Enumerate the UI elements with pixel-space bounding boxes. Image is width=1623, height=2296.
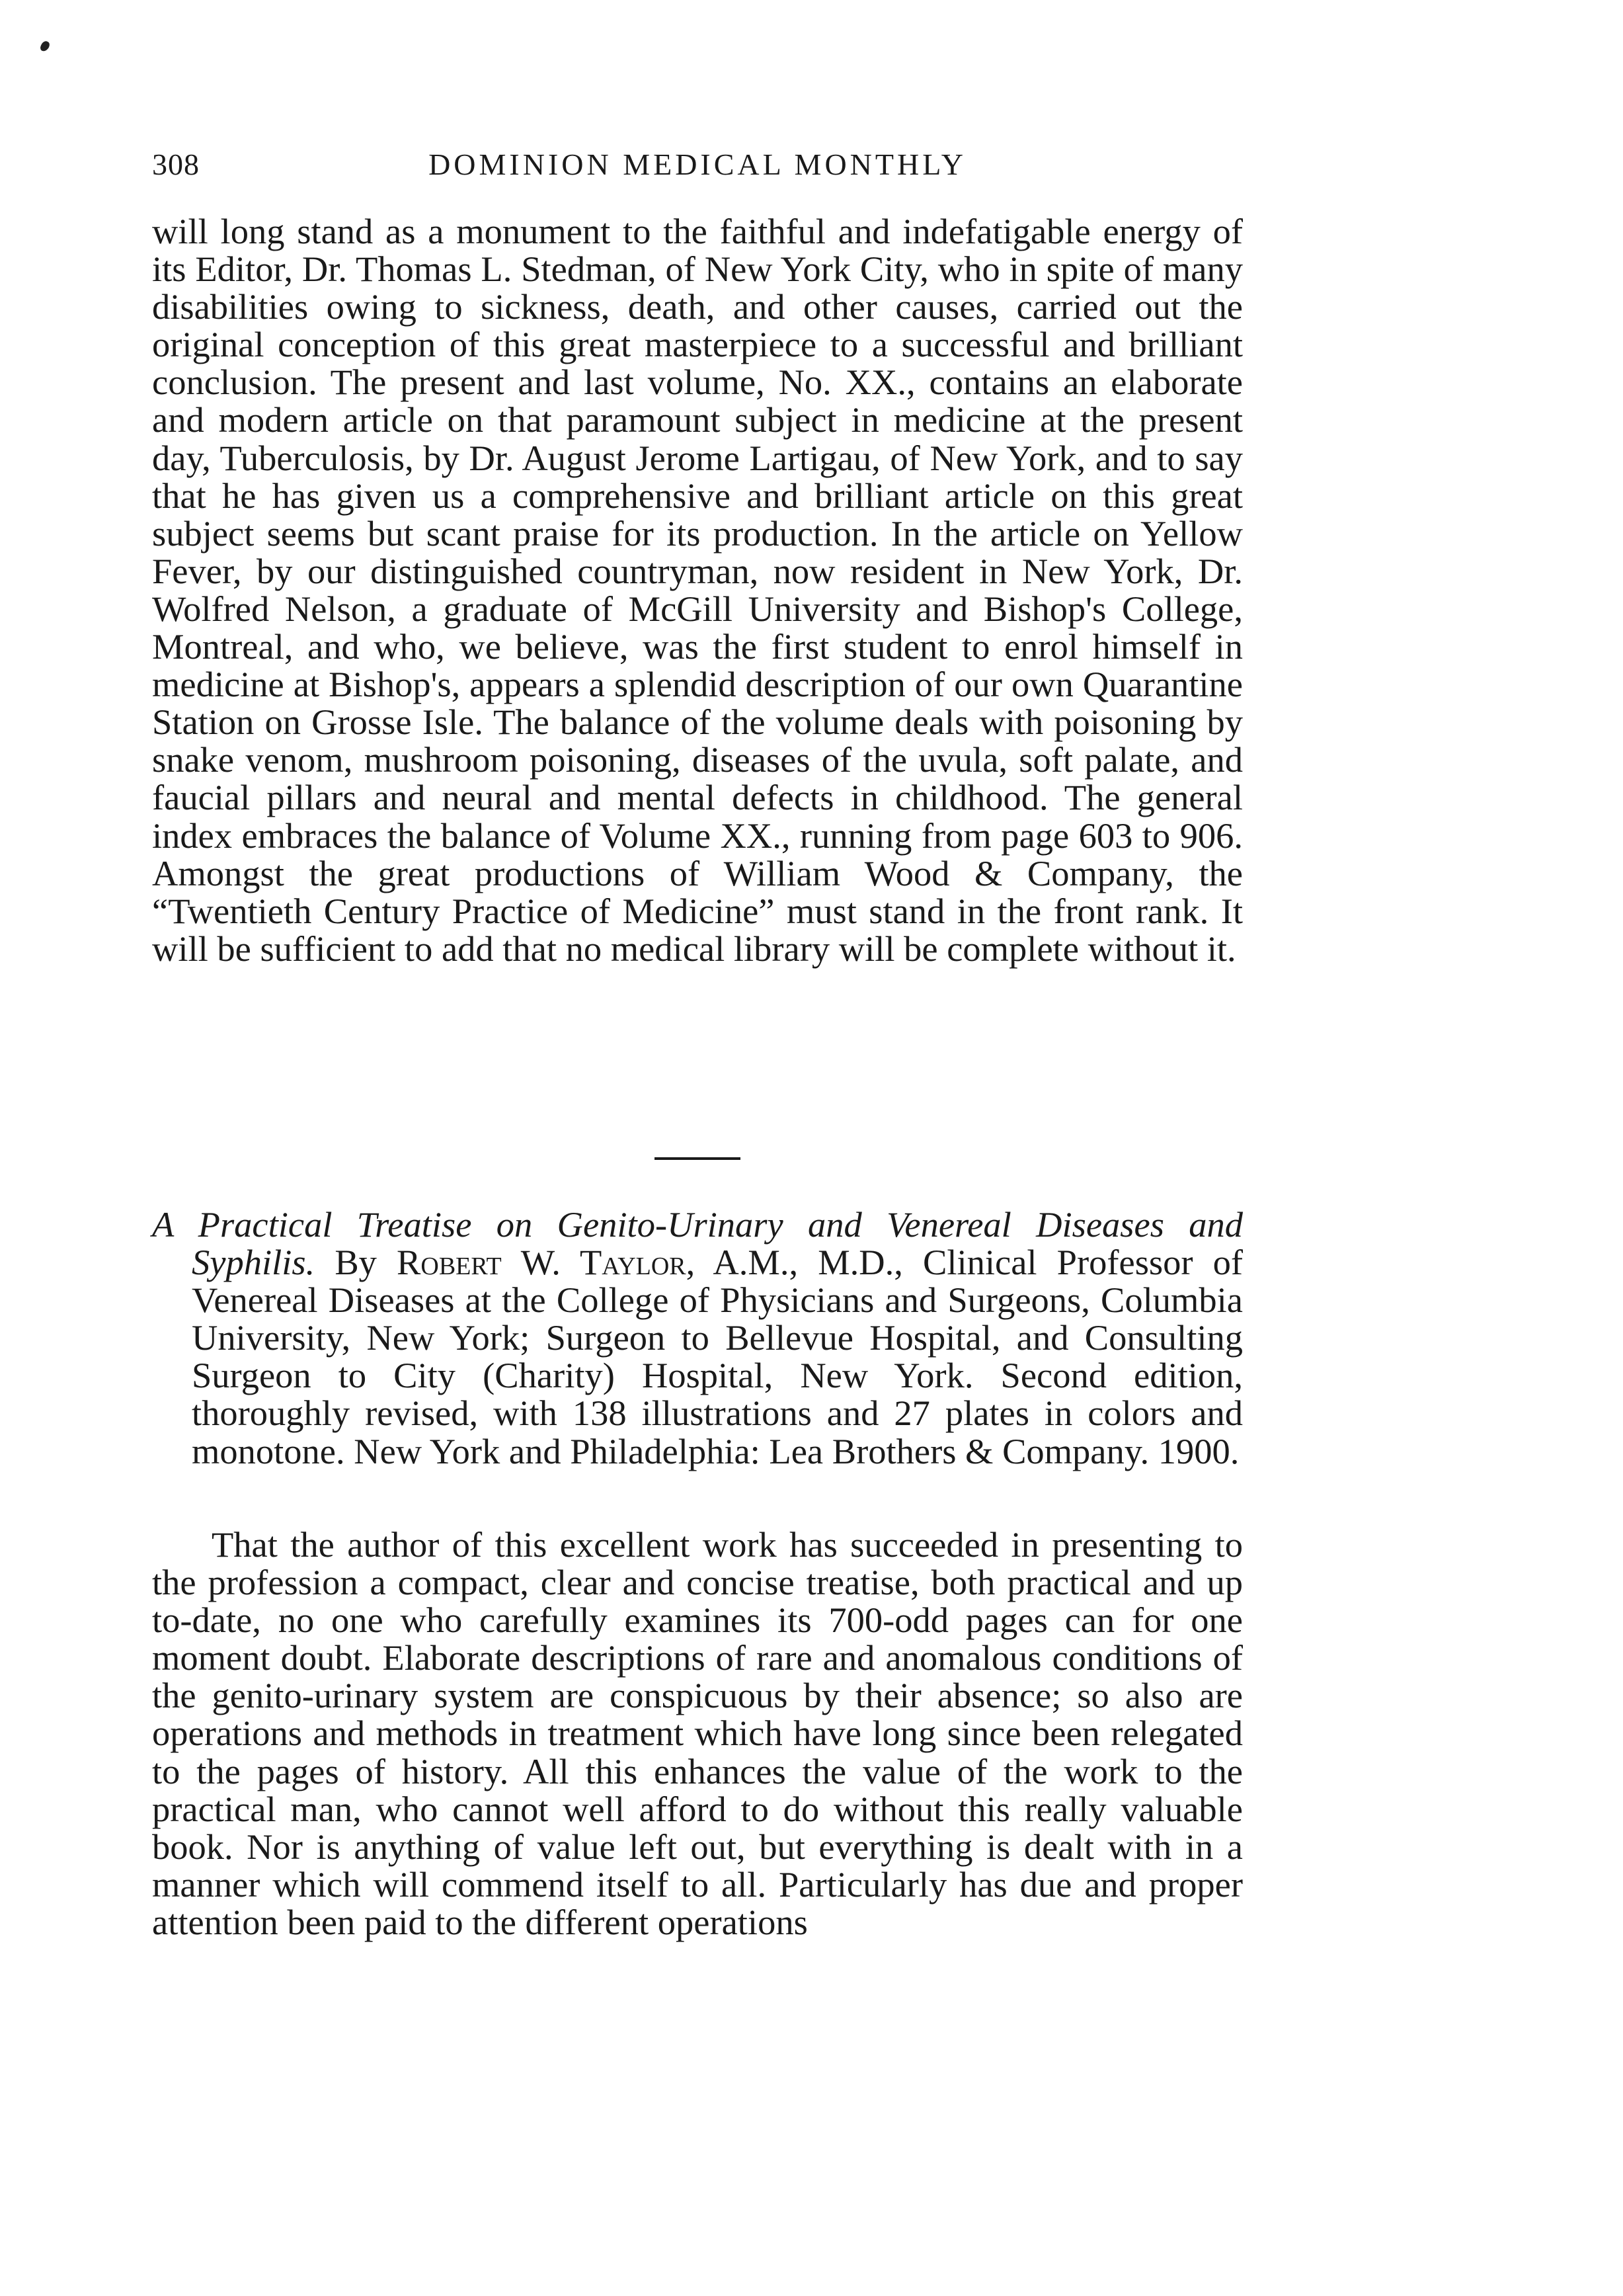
section-divider <box>654 1157 740 1160</box>
book-author: Robert W. Taylor, <box>397 1242 695 1283</box>
running-head <box>152 147 1243 193</box>
review-body-paragraph: That the author of this excellent work has succeeded in presenting to the profession a compact, clear and concise treatise, both practical and up to-date, no one who carefully examines its 700-odd pages can for one moment doubt. Elaborate descriptions of rare and anomalous conditions of the genito-urinary system are conspicuous by their absence; so also are operations and methods in treatment which have long since been relegated to the pages of history. All this enhances the value of the work to the practical man, who cannot well afford to do without this really valuable book. Nor is anything of value left out, but everything is dealt with in a manner which will commend itself to all. Particularly has due and proper attention been paid to the different operations <box>152 1524 1243 1942</box>
book-details: A.M., M.D., Clinical Professor of Venereal Diseases at the College of Physicians and Surgeons, Columbia University, New York; Surgeon to Bellevue Hospital, and Consulting Surgeon to City (Charity) Hospital, New York. Second edition, thoroughly revised, with 138 illustrations and 27 plates in colors and monotone. New York and Philadelphia: Lea Brothers & Company. 1900. <box>192 1242 1244 1471</box>
article-paragraph: will long stand as a monument to the faithful and indefatigable energy of its Editor, Dr. Thomas L. Stedman, of New York City, who in spite of many disabilities owing to sickness, death, and other causes, carried out the original conception of this great masterpiece to a successful and brilliant conclusion. The present and last volume, No. XX., contains an elaborate and modern article on that paramount subject in medicine at the present day, Tuberculosis, by Dr. August Jerome Lartigau, of New York, and to say that he has given us a comprehensive and brilliant article on this great subject seems but scant praise for its production. In the article on Yellow Fever, by our distinguished countryman, now resident in New York, Dr. Wolfred Nelson, a graduate of McGill University and Bishop's College, Montreal, and who, we believe, was the first student to enrol himself in medicine at Bishop's, appears a splendid description of our own Quarantine Station on Grosse Isle. The balance of the volume deals with poisoning by snake venom, mushroom poisoning, diseases of the uvula, soft palate, and faucial pillars and neural and mental defects in childhood. The general index embraces the balance of Volume XX., running from page 603 to 906. Amongst the great productions of William Wood & Company, the “Twentieth Century Practice of Medicine” must stand in the front rank. It will be sufficient to add that no medical library will be complete without it. <box>152 211 1243 969</box>
page-number: 308 <box>152 147 200 181</box>
book-title: A Practical Treatise on Genito-Urinary and Venereal Diseases and Syphilis. <box>152 1204 1243 1283</box>
by-label: By <box>335 1242 377 1283</box>
journal-title: DOMINION MEDICAL MONTHLY <box>428 147 967 181</box>
book-review-heading <box>152 1206 1243 1470</box>
ink-speck <box>39 40 51 53</box>
